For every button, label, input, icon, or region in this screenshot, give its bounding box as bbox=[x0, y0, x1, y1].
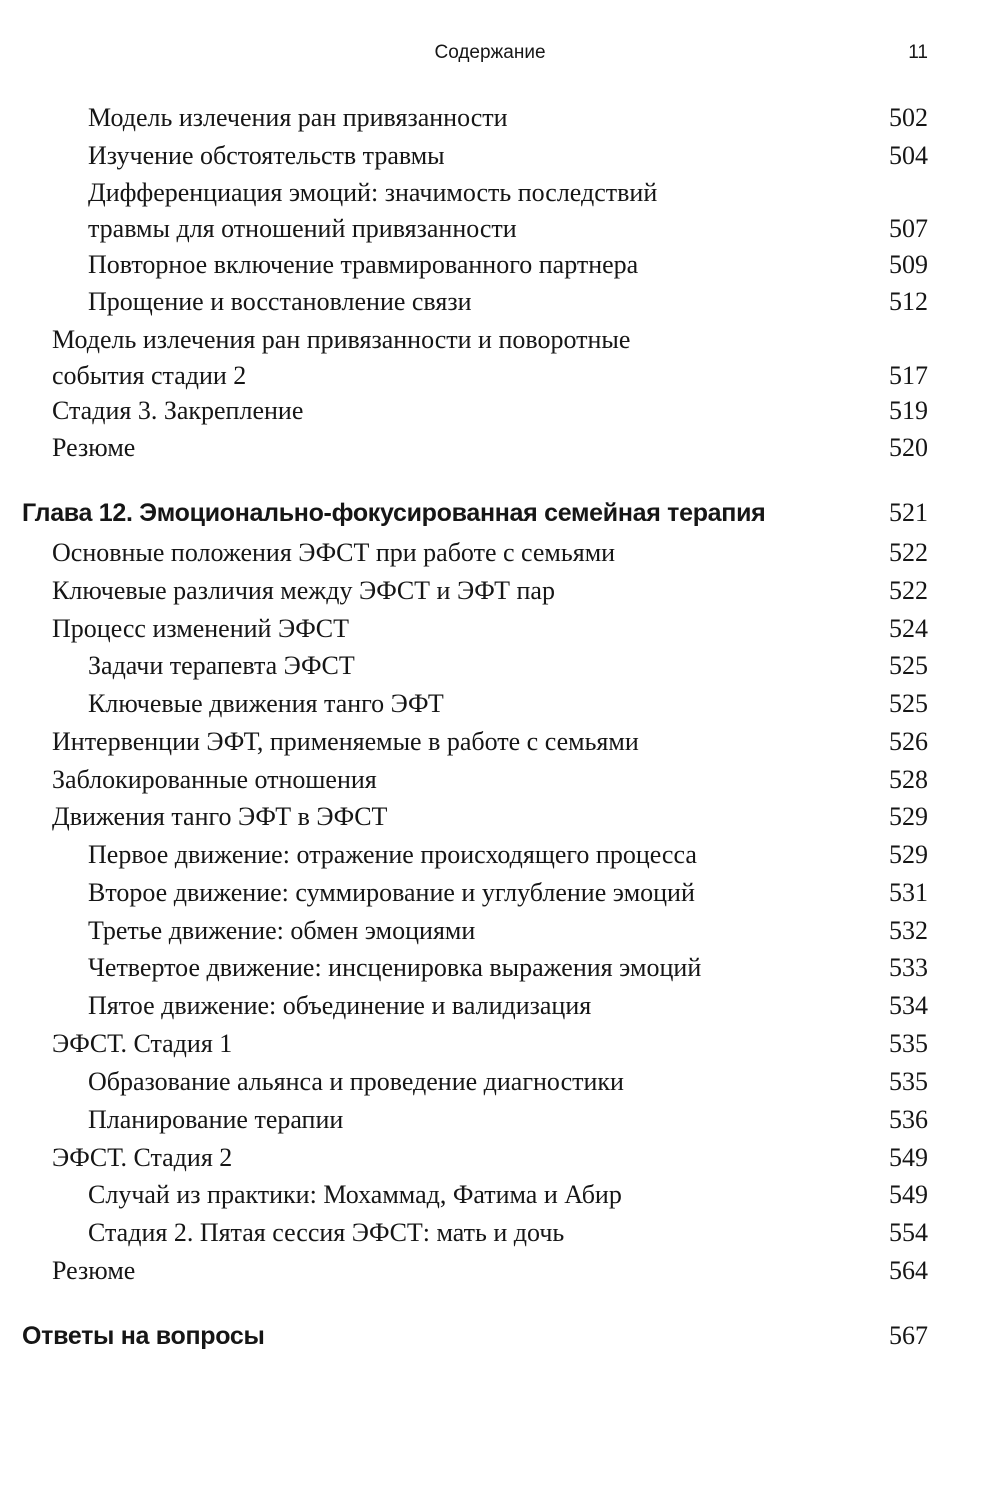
toc-entry-title: Первое движение: отражение происходящего процесса bbox=[88, 840, 697, 869]
toc-entry-page: 535 bbox=[889, 1029, 928, 1058]
toc-entry-title: Четвертое движение: инсценировка выражения эмоций bbox=[88, 953, 702, 982]
running-head-page-number: 11 bbox=[908, 42, 928, 63]
toc-entry-title: Резюме bbox=[52, 1256, 136, 1285]
toc-entry-title: Стадия 3. Закрепление bbox=[52, 396, 304, 425]
toc-entry-page: 536 bbox=[889, 1105, 928, 1134]
toc-entry-page: 549 bbox=[889, 1180, 928, 1209]
toc-entry-page: 532 bbox=[889, 916, 928, 945]
toc-entry-title: Ключевые различия между ЭФСТ и ЭФТ пар bbox=[52, 576, 555, 605]
toc-entry-title: Изучение обстоятельств травмы bbox=[88, 141, 445, 170]
toc-entry-page: 519 bbox=[889, 396, 928, 425]
toc-entry-page: 512 bbox=[889, 287, 928, 316]
toc-entry-page: 520 bbox=[889, 433, 928, 462]
toc-entry-title: Ключевые движения танго ЭФТ bbox=[88, 689, 444, 718]
toc-entry-title: Пятое движение: объединение и валидизация bbox=[88, 991, 592, 1020]
toc-entry-title-line2: события стадии 2 bbox=[52, 361, 247, 390]
toc-entry-page: 554 bbox=[889, 1218, 928, 1247]
toc-entry bbox=[0, 176, 930, 248]
toc-entry-page: 522 bbox=[889, 538, 928, 567]
answers-title: Ответы на вопросы bbox=[22, 1322, 265, 1350]
running-head bbox=[52, 40, 928, 70]
toc-entry-title: Стадия 2. Пятая сессия ЭФСТ: мать и дочь bbox=[88, 1218, 565, 1247]
toc-entry-title: Образование альянса и проведение диагностики bbox=[88, 1067, 624, 1096]
toc-entry-page: 528 bbox=[889, 765, 928, 794]
toc-entry-page: 535 bbox=[889, 1067, 928, 1096]
chapter-page: 521 bbox=[889, 498, 928, 527]
toc-entry-page: 529 bbox=[889, 802, 928, 831]
toc-entry-page: 534 bbox=[889, 991, 928, 1020]
toc-entry-title-line1: Дифференциация эмоций: значимость последствий bbox=[88, 178, 658, 207]
toc-entry-title: Третье движение: обмен эмоциями bbox=[88, 916, 476, 945]
running-head-title: Содержание bbox=[434, 42, 546, 63]
toc-entry-title: Движения танго ЭФТ в ЭФСТ bbox=[52, 802, 388, 831]
chapter-title: Глава 12. Эмоционально-фокусированная семейная терапия bbox=[22, 499, 766, 527]
toc-entry-page: 529 bbox=[889, 840, 928, 869]
toc-entry-page: 509 bbox=[889, 250, 928, 279]
toc-entry-title: Случай из практики: Мохаммад, Фатима и Абир bbox=[88, 1180, 622, 1209]
toc-entry-page: 522 bbox=[889, 576, 928, 605]
toc-entry-title: ЭФСТ. Стадия 2 bbox=[52, 1143, 233, 1172]
toc-entry-page: 533 bbox=[889, 953, 928, 982]
toc-entry-title: Основные положения ЭФСТ при работе с семьями bbox=[52, 538, 616, 567]
toc-entry-title: ЭФСТ. Стадия 1 bbox=[52, 1029, 233, 1058]
toc-entry-title: Процесс изменений ЭФСТ bbox=[52, 614, 350, 643]
toc-entry-title-line1: Модель излечения ран привязанности и поворотные bbox=[52, 325, 631, 354]
toc-entry-page: 531 bbox=[889, 878, 928, 907]
toc-entry-title-line2: травмы для отношений привязанности bbox=[88, 214, 517, 243]
toc-entry-page: 524 bbox=[889, 614, 928, 643]
toc-entry-page: 525 bbox=[889, 689, 928, 718]
toc-entry-page: 525 bbox=[889, 651, 928, 680]
toc-entry-title: Резюме bbox=[52, 433, 136, 462]
toc-entry-title: Задачи терапевта ЭФСТ bbox=[88, 651, 355, 680]
toc-entry-page: 504 bbox=[889, 141, 928, 170]
toc-entry-page: 517 bbox=[889, 361, 928, 390]
toc-entry-page: 564 bbox=[889, 1256, 928, 1285]
toc-entry-title: Повторное включение травмированного партнера bbox=[88, 250, 639, 279]
toc-entry-page: 549 bbox=[889, 1143, 928, 1172]
toc-entry-title: Планирование терапии bbox=[88, 1105, 344, 1134]
toc-entry-title: Прощение и восстановление связи bbox=[88, 287, 472, 316]
toc-entry-title: Интервенции ЭФТ, применяемые в работе с семьями bbox=[52, 727, 639, 756]
toc-entry-page: 526 bbox=[889, 727, 928, 756]
toc-entry bbox=[0, 323, 930, 395]
toc-entry-title: Модель излечения ран привязанности bbox=[88, 103, 508, 132]
toc-entry-page: 502 bbox=[889, 103, 928, 132]
toc-entry-page: 507 bbox=[889, 214, 928, 243]
toc-entry-title: Заблокированные отношения bbox=[52, 765, 377, 794]
toc-entry-title: Второе движение: суммирование и углубление эмоций bbox=[88, 878, 695, 907]
answers-page: 567 bbox=[889, 1321, 928, 1350]
